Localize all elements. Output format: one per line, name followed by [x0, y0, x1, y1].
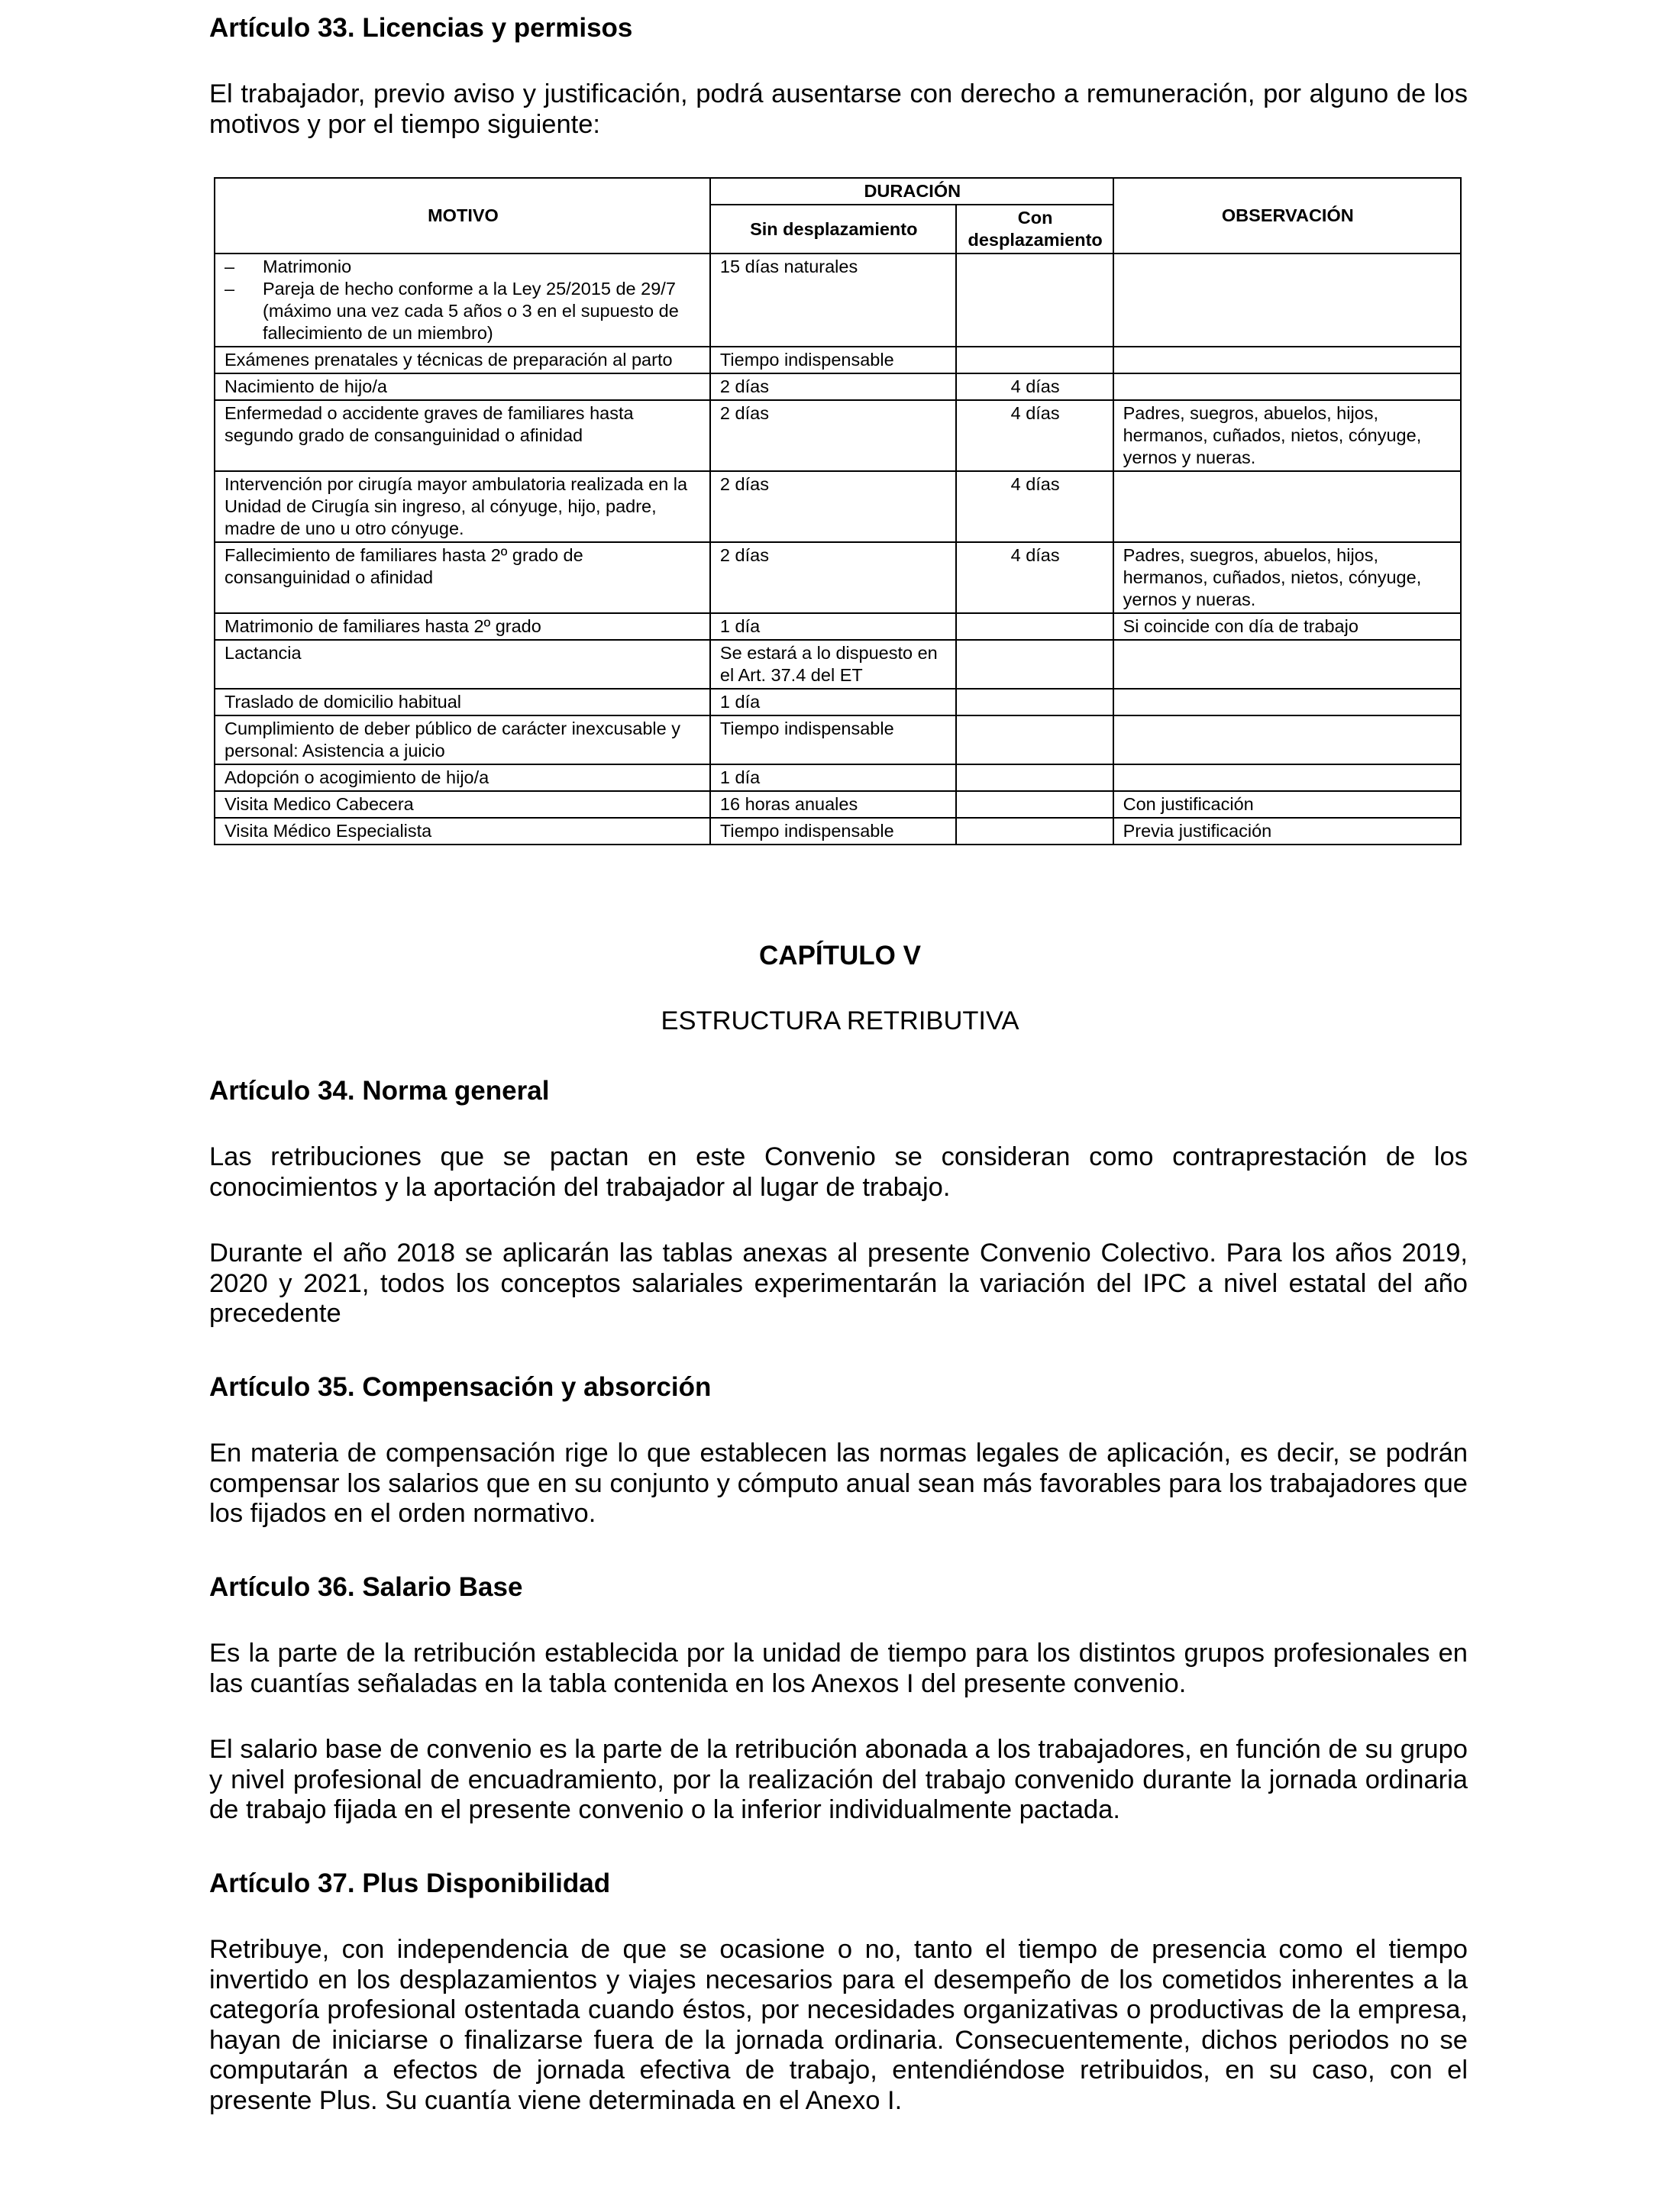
- con-cell: [956, 640, 1113, 689]
- con-cell: 4 días: [956, 542, 1113, 613]
- table-row: [215, 373, 1461, 400]
- article-36-heading: Artículo 36. Salario Base: [209, 1572, 523, 1602]
- table-row: [215, 347, 1461, 373]
- article-36-p2: El salario base de convenio es la parte de la retribución abonada a los trabajadores, en función de su grupo y nivel profesional de encuadramiento, por la realización del trabajo convenido durante la jornada ordinaria de trabajo fijada en el presente convenio o la inferior individualmente pactada.: [209, 1735, 1468, 1824]
- article-34-heading: Artículo 34. Norma general: [209, 1076, 550, 1106]
- sin-cell: Tiempo indispensable: [710, 818, 956, 845]
- article-34-p1: Las retribuciones que se pactan en este Convenio se consideran como contraprestación de los conocimientos y la aportación del trabajador al lugar de trabajo.: [209, 1142, 1468, 1202]
- con-cell: 4 días: [956, 471, 1113, 542]
- motivo-cell: Exámenes prenatales y técnicas de preparación al parto: [215, 347, 710, 373]
- table-row: [215, 791, 1461, 818]
- article-37-heading: Artículo 37. Plus Disponibilidad: [209, 1868, 611, 1898]
- motivo-cell: [215, 254, 710, 347]
- table-row: [215, 764, 1461, 791]
- obs-cell: [1113, 471, 1461, 542]
- motivo-cell: Enfermedad o accidente graves de familiares hasta segundo grado de consanguinidad o afinidad: [215, 400, 710, 471]
- table-row: [215, 689, 1461, 715]
- bullet-item: [225, 278, 702, 344]
- obs-cell: [1113, 764, 1461, 791]
- con-cell: [956, 791, 1113, 818]
- motivo-cell: Traslado de domicilio habitual: [215, 689, 710, 715]
- table-row: [215, 471, 1461, 542]
- sin-cell: 1 día: [710, 689, 956, 715]
- motivo-cell: Nacimiento de hijo/a: [215, 373, 710, 400]
- article-36-p1: Es la parte de la retribución establecida por la unidad de tiempo para los distintos grupos profesionales en las cuantías señaladas en la tabla contenida en los Anexos I del presente convenio.: [209, 1639, 1468, 1698]
- con-cell: 4 días: [956, 373, 1113, 400]
- motivo-cell: Adopción o acogimiento de hijo/a: [215, 764, 710, 791]
- table-row: [215, 400, 1461, 471]
- sin-cell: Tiempo indispensable: [710, 715, 956, 764]
- table-row: [215, 640, 1461, 689]
- con-cell: 4 días: [956, 400, 1113, 471]
- motivo-cell: Lactancia: [215, 640, 710, 689]
- sin-cell: 15 días naturales: [710, 254, 956, 347]
- motivo-cell: Fallecimiento de familiares hasta 2º grado de consanguinidad o afinidad: [215, 542, 710, 613]
- sin-cell: 16 horas anuales: [710, 791, 956, 818]
- obs-cell: [1113, 689, 1461, 715]
- con-cell: [956, 689, 1113, 715]
- obs-cell: Con justificación: [1113, 791, 1461, 818]
- obs-cell: [1113, 373, 1461, 400]
- bullet-item: [225, 256, 702, 278]
- obs-cell: [1113, 254, 1461, 347]
- table-row: [215, 542, 1461, 613]
- sin-cell: Tiempo indispensable: [710, 347, 956, 373]
- con-cell: [956, 715, 1113, 764]
- dash-mark: –: [225, 279, 235, 299]
- table-row: [215, 715, 1461, 764]
- obs-cell: Padres, suegros, abuelos, hijos, hermanos, cuñados, nietos, cónyuge, yernos y nueras.: [1113, 400, 1461, 471]
- con-cell: [956, 613, 1113, 640]
- table-row: [215, 818, 1461, 845]
- chapter-title: CAPÍTULO V: [759, 941, 921, 971]
- article-35-heading: Artículo 35. Compensación y absorción: [209, 1372, 712, 1402]
- article-35-p1: En materia de compensación rige lo que establecen las normas legales de aplicación, es decir, se podrán compensar los salarios que en su conjunto y cómputo anual sean más favorables para los trabajadores que los fijados en el orden normativo.: [209, 1439, 1468, 1528]
- sin-cell: 2 días: [710, 373, 956, 400]
- bullet-text: Pareja de hecho conforme a la Ley 25/2015 de 29/7 (máximo una vez cada 5 años o 3 en el supuesto de fallecimiento de un miembro): [263, 279, 679, 343]
- header-motivo: MOTIVO: [215, 178, 710, 254]
- obs-cell: Si coincide con día de trabajo: [1113, 613, 1461, 640]
- motivo-cell: Visita Medico Cabecera: [215, 791, 710, 818]
- motivo-cell: Cumplimiento de deber público de carácter inexcusable y personal: Asistencia a juicio: [215, 715, 710, 764]
- motivo-cell: Matrimonio de familiares hasta 2º grado: [215, 613, 710, 640]
- con-cell: [956, 818, 1113, 845]
- article-33-intro: El trabajador, previo aviso y justificación, podrá ausentarse con derecho a remuneración, por alguno de los motivos y por el tiempo siguiente:: [209, 79, 1468, 139]
- chapter-subtitle: ESTRUCTURA RETRIBUTIVA: [661, 1006, 1019, 1035]
- obs-cell: [1113, 715, 1461, 764]
- article-34-p2: Durante el año 2018 se aplicarán las tablas anexas al presente Convenio Colectivo. Para los años 2019, 2020 y 2021, todos los conceptos salariales experimentarán la variación del IPC a nivel estatal del año precedente: [209, 1239, 1468, 1328]
- sin-cell: 2 días: [710, 471, 956, 542]
- table-row: [215, 613, 1461, 640]
- obs-cell: Padres, suegros, abuelos, hijos, hermanos, cuñados, nietos, cónyuge, yernos y nueras.: [1113, 542, 1461, 613]
- article-37-p1: Retribuye, con independencia de que se ocasione o no, tanto el tiempo de presencia como el tiempo invertido en los desplazamientos y viajes necesarios para el desempeño de los cometidos inherentes a la categoría profesional ostentada cuando éstos, por necesidades organizativas o productivas de la empresa, hayan de iniciarse o finalizarse fuera de la jornada ordinaria. Consecuentemente, dichos periodos no se computarán a efectos de jornada efectiva de trabajo, entendiéndose retribuidos, en su caso, con el presente Plus. Su cuantía viene determinada en el Anexo I.: [209, 1935, 1468, 2115]
- table-row: [215, 254, 1461, 347]
- header-observacion: OBSERVACIÓN: [1113, 178, 1461, 254]
- obs-cell: [1113, 640, 1461, 689]
- sin-cell: 1 día: [710, 613, 956, 640]
- obs-cell: [1113, 347, 1461, 373]
- sin-cell: 2 días: [710, 542, 956, 613]
- header-con-desplazamiento: Con desplazamiento: [956, 205, 1113, 254]
- bullet-text: Matrimonio: [263, 257, 352, 276]
- motivo-cell: Intervención por cirugía mayor ambulatoria realizada en la Unidad de Cirugía sin ingreso, al cónyuge, hijo, padre, madre de uno u otro cónyuge.: [215, 471, 710, 542]
- sin-cell: 2 días: [710, 400, 956, 471]
- dash-mark: –: [225, 257, 235, 276]
- con-cell: [956, 764, 1113, 791]
- licenses-table: [214, 177, 1462, 845]
- article-33-heading: Artículo 33. Licencias y permisos: [209, 13, 633, 43]
- header-duracion: DURACIÓN: [710, 178, 1113, 205]
- motivo-cell: Visita Médico Especialista: [215, 818, 710, 845]
- sin-cell: 1 día: [710, 764, 956, 791]
- header-sin-desplazamiento: Sin desplazamiento: [710, 205, 956, 254]
- con-cell: [956, 254, 1113, 347]
- sin-cell: Se estará a lo dispuesto en el Art. 37.4 del ET: [710, 640, 956, 689]
- obs-cell: Previa justificación: [1113, 818, 1461, 845]
- con-cell: [956, 347, 1113, 373]
